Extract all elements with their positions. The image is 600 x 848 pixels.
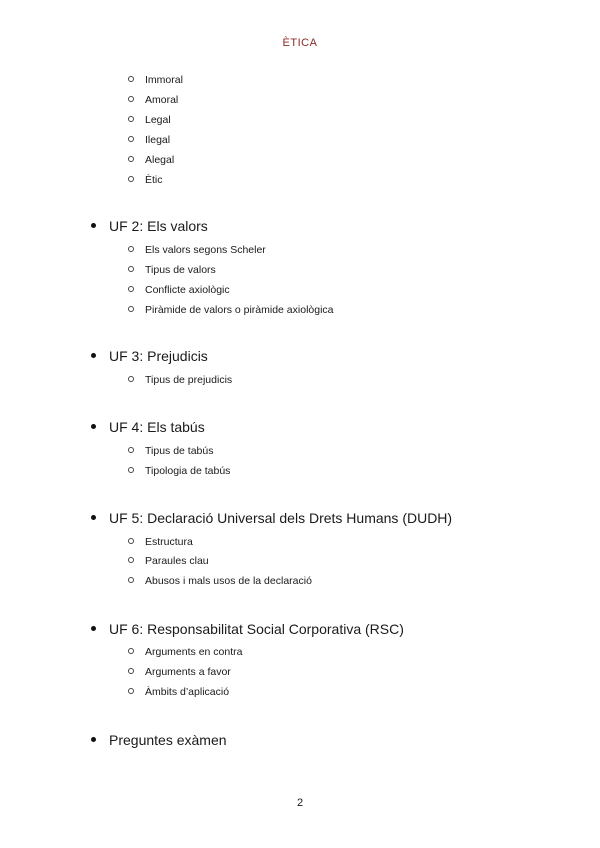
hollow-bullet-icon <box>128 306 134 312</box>
unit-heading: Preguntes exàmen <box>109 732 227 748</box>
list-item: Tipus de tabús <box>145 445 214 457</box>
hollow-bullet-icon <box>128 648 134 654</box>
hollow-bullet-icon <box>128 577 134 583</box>
hollow-bullet-icon <box>128 266 134 272</box>
list-item: Ètic <box>145 174 163 186</box>
list-item: Àmbits d’aplicació <box>145 686 229 698</box>
hollow-bullet-icon <box>128 668 134 674</box>
list-item: Arguments a favor <box>145 666 231 678</box>
hollow-bullet-icon <box>128 688 134 694</box>
hollow-bullet-icon <box>128 176 134 182</box>
filled-bullet-icon <box>91 353 96 358</box>
list-item: Legal <box>145 114 171 126</box>
page-number: 2 <box>296 797 304 809</box>
hollow-bullet-icon <box>128 136 134 142</box>
list-item: Immoral <box>145 74 183 86</box>
hollow-bullet-icon <box>128 96 134 102</box>
hollow-bullet-icon <box>128 76 134 82</box>
list-item: Abusos i mals usos de la declaració <box>145 575 312 587</box>
filled-bullet-icon <box>91 626 96 631</box>
list-item: Estructura <box>145 536 193 548</box>
hollow-bullet-icon <box>128 447 134 453</box>
hollow-bullet-icon <box>128 557 134 563</box>
page-header: ÈTICA <box>282 37 318 49</box>
hollow-bullet-icon <box>128 286 134 292</box>
hollow-bullet-icon <box>128 376 134 382</box>
filled-bullet-icon <box>91 424 96 429</box>
list-item: Els valors segons Scheler <box>145 244 266 256</box>
filled-bullet-icon <box>91 737 96 742</box>
unit-heading: UF 3: Prejudicis <box>109 348 208 364</box>
list-item: Tipus de valors <box>145 264 216 276</box>
list-item: Tipus de prejudicis <box>145 374 232 386</box>
list-item: Amoral <box>145 94 178 106</box>
list-item: Piràmide de valors o piràmide axiològica <box>145 304 334 316</box>
list-item: Arguments en contra <box>145 646 242 658</box>
hollow-bullet-icon <box>128 538 134 544</box>
unit-heading: UF 5: Declaració Universal dels Drets Humans (DUDH) <box>109 510 452 526</box>
hollow-bullet-icon <box>128 246 134 252</box>
unit-heading: UF 2: Els valors <box>109 218 208 234</box>
list-item: Ilegal <box>145 134 170 146</box>
hollow-bullet-icon <box>128 156 134 162</box>
hollow-bullet-icon <box>128 467 134 473</box>
unit-heading: UF 4: Els tabús <box>109 419 205 435</box>
hollow-bullet-icon <box>128 116 134 122</box>
list-item: Tipologia de tabús <box>145 465 230 477</box>
filled-bullet-icon <box>91 515 96 520</box>
unit-heading: UF 6: Responsabilitat Social Corporativa (RSC) <box>109 621 404 637</box>
list-item: Alegal <box>145 154 174 166</box>
filled-bullet-icon <box>91 223 96 228</box>
list-item: Conflicte axiològic <box>145 284 230 296</box>
list-item: Paraules clau <box>145 555 209 567</box>
